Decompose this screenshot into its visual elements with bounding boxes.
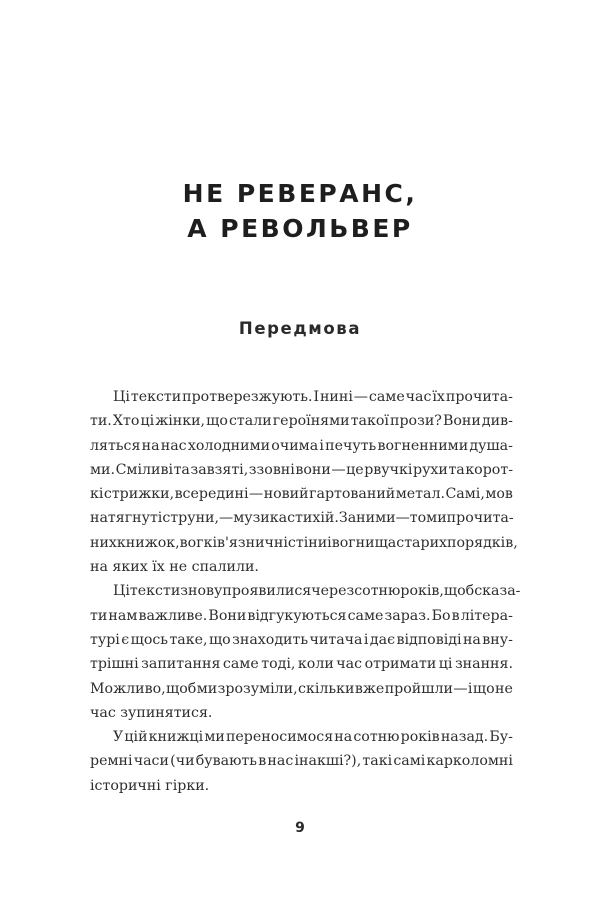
text-line: ремні часи (чи бувають в нас інакші?), такі самі карколомні (90, 753, 513, 770)
paragraph (90, 725, 513, 798)
section-subtitle: Передмова (238, 319, 362, 338)
paragraph (90, 579, 521, 725)
text-line: на яких їх не спалили. (90, 559, 259, 576)
text-line: кі стрижки, всередині — новий гартований метал. Самі, мов (90, 486, 513, 503)
chapter-title-line-2: А РЕВОЛЬВЕР (187, 214, 413, 243)
page-number: 9 (295, 820, 305, 836)
text-line: У цій книжці ми переносимося на сотню років назад. Бу- (113, 729, 513, 746)
text-line: ми. Сміливі та завзяті, ззовні вони — це рвучкі рухи та корот- (90, 461, 513, 478)
body-text (90, 385, 521, 798)
chapter-title-line-1: НЕ РЕВЕРАНС, (182, 179, 418, 208)
text-line: натягнуті струни, — музика стихій. За ними — томи прочита- (90, 510, 514, 527)
text-line: час зупинятися. (90, 704, 213, 721)
text-line: трішні запитання саме тоді, коли час отримати ці знання. (90, 656, 513, 673)
text-line: Ці тексти знову проявилися через сотню років, щоб сказа- (113, 583, 521, 600)
text-line: ляться на нас холодними очима і печуть вогненними душа- (90, 437, 513, 454)
text-line: них книжок, вогкі в'язничні стіни і вогнища старих порядків, (90, 534, 518, 551)
paragraph (90, 385, 518, 579)
text-line: історичні гірки. (90, 777, 210, 794)
text-line: турі є щось таке, що знаходить читача і дає відповіді на вну- (90, 631, 513, 648)
text-line: ти нам важливе. Вони відгукуються саме зараз. Бо в літера- (90, 607, 513, 624)
chapter-title (0, 176, 600, 246)
text-line: ти. Хто ці жінки, що стали героїнями такої прози? Вони див- (90, 413, 513, 430)
text-line: Ці тексти протверезжують. І нині — саме час їх прочита- (113, 389, 513, 405)
text-line: Можливо, щоб ми зрозуміли, скільки вже пройшли — і що не (90, 680, 513, 697)
